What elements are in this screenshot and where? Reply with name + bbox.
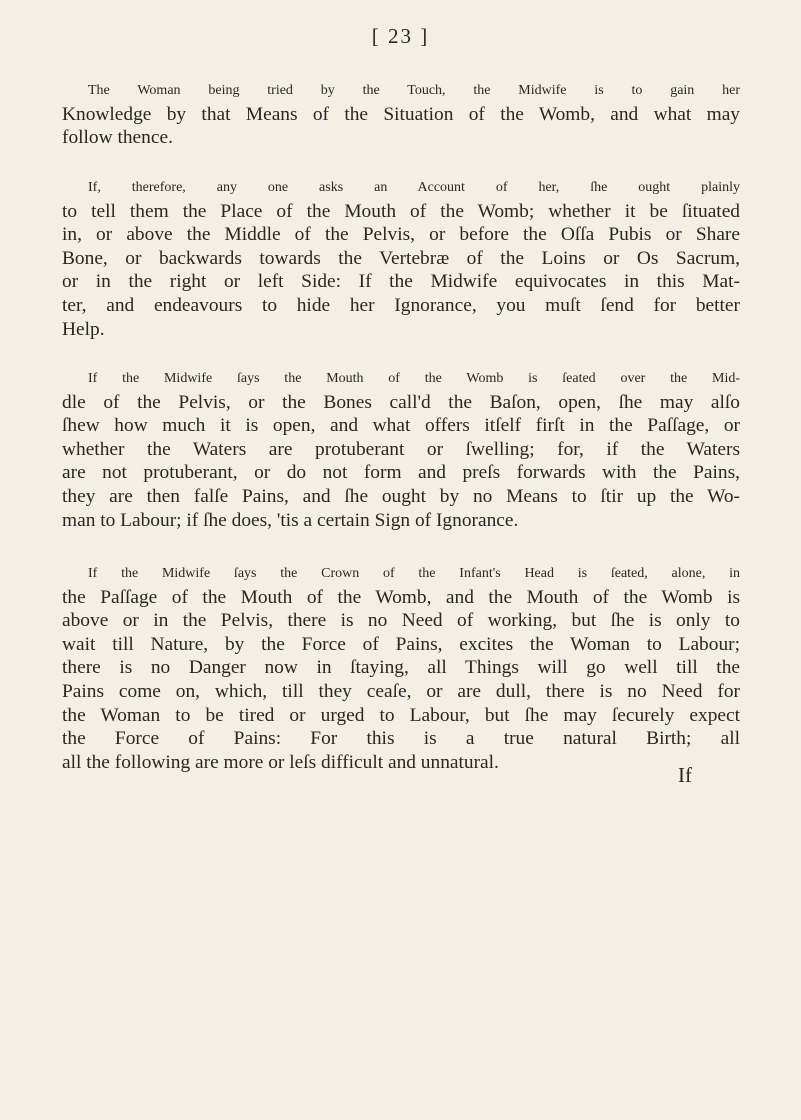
text-line: dle of the Pelvis, or the Bones call'd the Baſon, open, ſhe may alſo bbox=[62, 391, 740, 413]
catchword: If bbox=[678, 763, 692, 787]
text-line: above or in the Pelvis, there is no Need of working, but ſhe is only to bbox=[62, 610, 740, 632]
paragraph-1 bbox=[62, 79, 740, 150]
text-line: ter, and endeavours to hide her Ignorance, you muſt ſend for better bbox=[62, 294, 740, 316]
text-line: If the Midwife ſays the Crown of the Infant's Head is ſeated, alone, in bbox=[88, 566, 740, 581]
text-line: the Paſſage of the Mouth of the Womb, and the Mouth of the Womb is bbox=[62, 586, 740, 608]
page-number: [ 23 ] bbox=[371, 24, 430, 48]
text-line: to tell them the Place of the Mouth of the Womb; whether it be ſituated bbox=[62, 200, 740, 222]
text-line: the Woman to be tired or urged to Labour, but ſhe may ſecurely expect bbox=[62, 704, 740, 726]
text-line: in, or above the Middle of the Pelvis, or before the Oſſa Pubis or Share bbox=[62, 224, 740, 246]
text-line: whether the Waters are protuberant or ſwelling; for, if the Waters bbox=[62, 438, 740, 460]
paragraph-4 bbox=[62, 562, 740, 774]
text-line: If the Midwife ſays the Mouth of the Womb is ſeated over the Mid- bbox=[88, 371, 740, 386]
text-line: wait till Nature, by the Force of Pains, excites the Woman to Labour; bbox=[62, 633, 740, 655]
text-line: Pains come on, which, till they ceaſe, or are dull, there is no Need for bbox=[62, 680, 740, 702]
text-line: are not protuberant, or do not form and preſs forwards with the Pains, bbox=[62, 462, 740, 484]
text-line: Knowledge by that Means of the Situation of the Womb, and what may bbox=[62, 103, 740, 125]
paragraph-3 bbox=[62, 367, 740, 532]
text-line: or in the right or left Side: If the Midwife equivocates in this Mat- bbox=[62, 271, 740, 293]
text-line: ſhew how much it is open, and what offers itſelf firſt in the Paſſage, or bbox=[62, 415, 740, 437]
text-line: man to Labour; if ſhe does, 'tis a certain Sign of Ignorance. bbox=[62, 509, 519, 531]
text-line: follow thence. bbox=[62, 127, 173, 149]
text-line: there is no Danger now in ſtaying, all Things will go well till the bbox=[62, 657, 740, 679]
text-line: the Force of Pains: For this is a true natural Birth; all bbox=[62, 728, 740, 750]
text-line: If, therefore, any one asks an Account of her, ſhe ought plainly bbox=[88, 180, 740, 195]
paragraph-2 bbox=[62, 176, 740, 341]
text-line: The Woman being tried by the Touch, the Midwife is to gain her bbox=[88, 83, 740, 98]
text-line: Help. bbox=[62, 318, 105, 340]
text-line: Bone, or backwards towards the Vertebræ of the Loins or Os Sacrum, bbox=[62, 247, 740, 269]
text-line: all the following are more or leſs difficult and unnatural. bbox=[62, 751, 499, 773]
text-line: they are then falſe Pains, and ſhe ought by no Means to ſtir up the Wo- bbox=[62, 485, 740, 507]
